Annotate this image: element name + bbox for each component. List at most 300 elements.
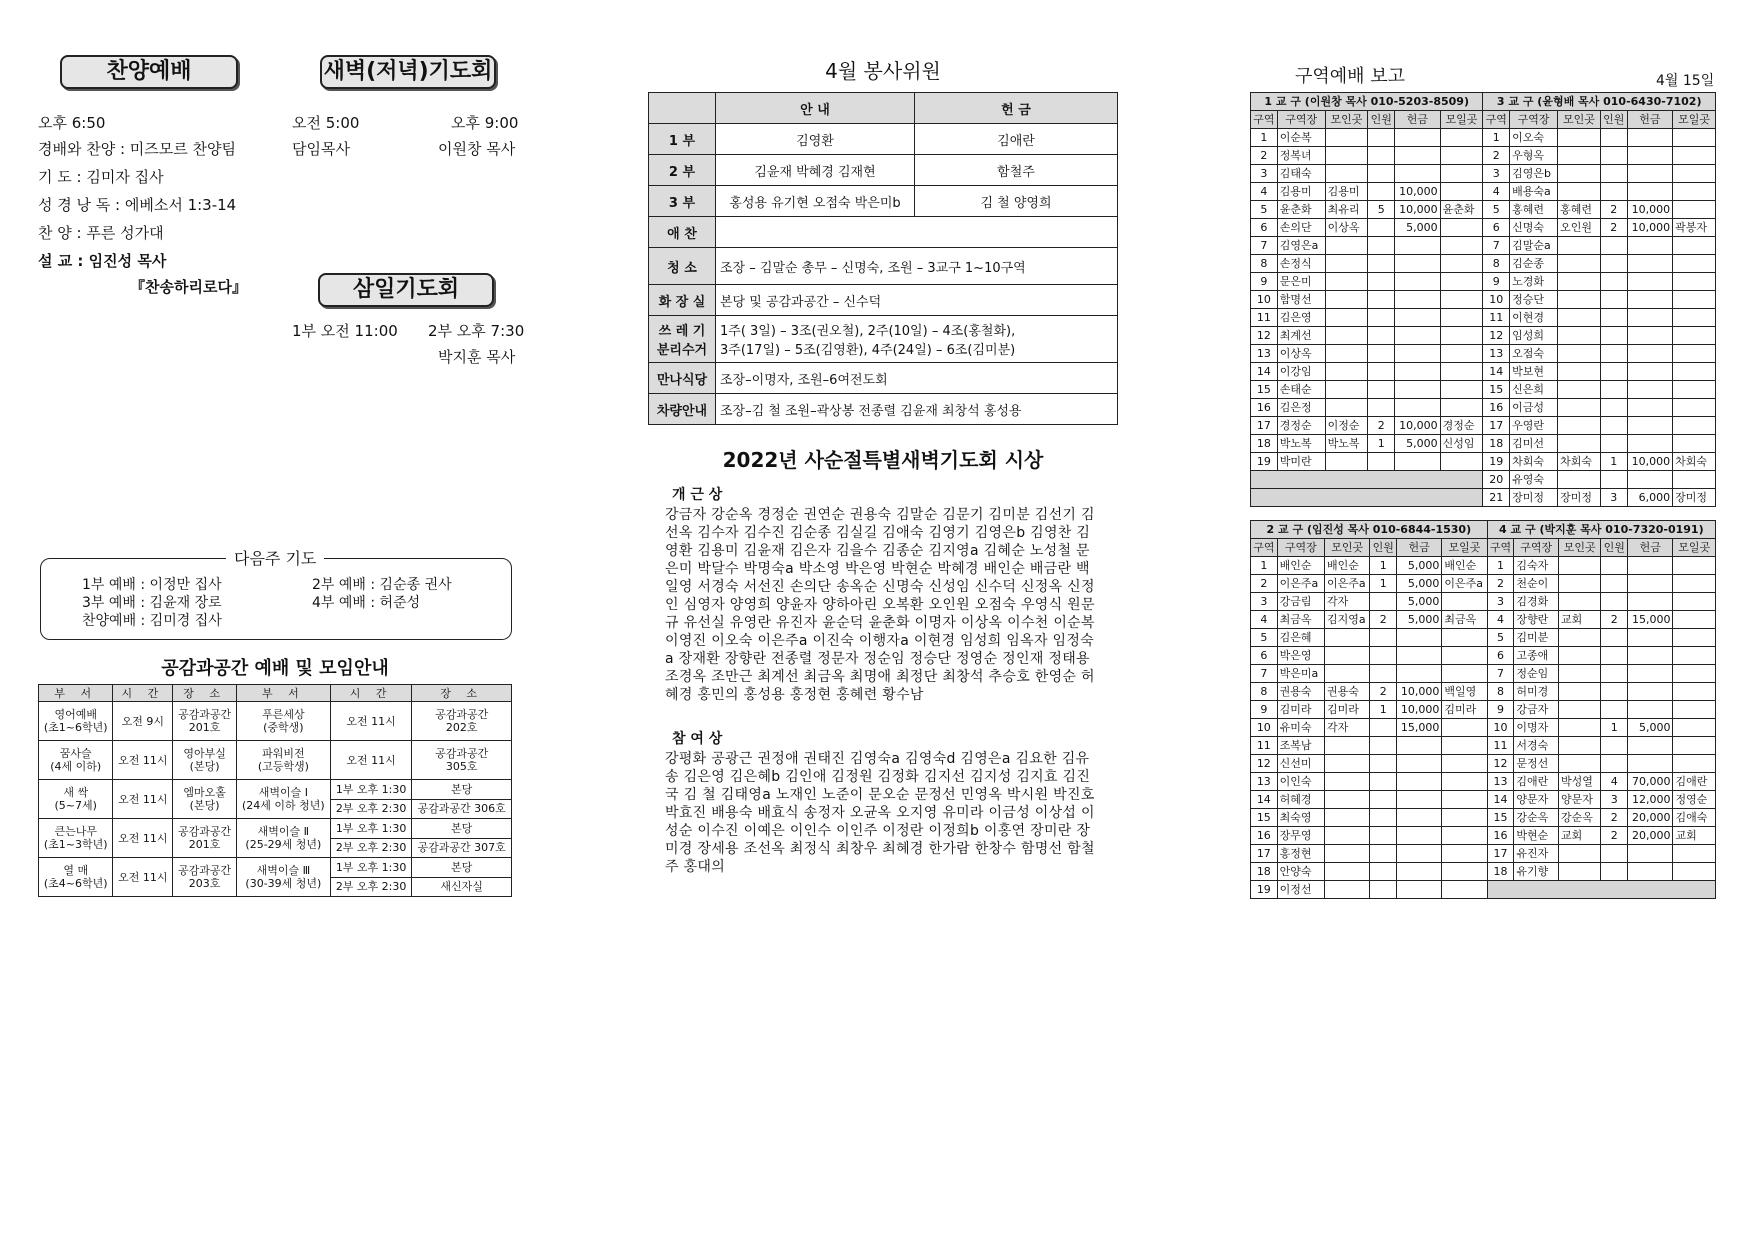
district-cell (1558, 755, 1600, 773)
district-cell: 양문자 (1558, 791, 1600, 809)
district-cell (1325, 665, 1370, 683)
district-cell (1558, 165, 1601, 183)
district-cell: 홍혜련 (1558, 201, 1601, 219)
district-cell (1395, 237, 1441, 255)
district-cell (1442, 863, 1487, 881)
table-row (39, 819, 512, 839)
district-cell (1368, 345, 1395, 363)
table-row (649, 124, 1118, 155)
district-cell: 교회 (1558, 827, 1600, 845)
table-row (1251, 417, 1716, 435)
district-col-header: 인원 (1370, 539, 1397, 557)
district-cell (1440, 345, 1483, 363)
district-cell: 2 (1368, 417, 1395, 435)
table-row (1251, 255, 1716, 273)
district-cell: 10 (1251, 719, 1278, 737)
district-cell (1600, 273, 1627, 291)
district-cell: 5,000 (1397, 593, 1442, 611)
district-cell (1558, 309, 1601, 327)
service-guide: 김윤재 박혜경 김재현 (716, 155, 915, 186)
service-guide: 김영환 (716, 124, 915, 155)
district-cell (1325, 255, 1368, 273)
district-cell (1558, 345, 1601, 363)
service-header: 헌 금 (915, 93, 1118, 124)
district-cell (1397, 665, 1442, 683)
district-cell (1601, 665, 1628, 683)
district-cell (1601, 755, 1628, 773)
district-cell (1395, 291, 1441, 309)
district-cell (1370, 755, 1397, 773)
district-cell: 13 (1487, 773, 1514, 791)
service-row-content: 조장–이명자, 조원–6여전도회 (716, 363, 1118, 394)
district-cell: 7 (1487, 665, 1514, 683)
service-row-label: 화 장 실 (649, 285, 716, 316)
district-cell: 7 (1251, 237, 1278, 255)
district-cell: 2 (1600, 201, 1627, 219)
district-cell (1627, 129, 1673, 147)
worship-line: 성 경 낭 독 : 에베소서 1:3-14 (38, 196, 237, 214)
district-cell (1368, 255, 1395, 273)
district-cell: 19 (1251, 453, 1278, 471)
district-cell (1370, 845, 1397, 863)
district-cell: 19 (1251, 881, 1278, 899)
guide-cell: 꿈사슬 (4세 이하) (39, 741, 113, 780)
district-empty (1251, 489, 1483, 507)
district-cell: 배인순 (1442, 557, 1487, 575)
district-cell (1442, 809, 1487, 827)
district-cell: 배인순 (1277, 557, 1324, 575)
district-cell (1325, 827, 1370, 845)
wed-leader: 박지훈 목사 (438, 348, 516, 366)
dawn-leader-1: 담임목사 (292, 140, 350, 158)
service-row-content: 본당 및 공감과공간 – 신수덕 (716, 285, 1118, 316)
district-cell: 8 (1483, 255, 1510, 273)
table-row (39, 780, 512, 800)
district-col-header: 모인곳 (1558, 539, 1600, 557)
district-cell: 김순종 (1510, 255, 1558, 273)
district-cell: 장미정 (1673, 489, 1716, 507)
guide-header: 시 간 (113, 685, 173, 702)
district-cell (1325, 755, 1370, 773)
district-cell: 정복녀 (1277, 147, 1325, 165)
district-cell: 양문자 (1514, 791, 1559, 809)
district-caption: 1 교 구 (이원창 목사 010-5203-8509) (1251, 93, 1483, 111)
district-cell: 배용숙a (1510, 183, 1558, 201)
district-cell: 박노복 (1277, 435, 1325, 453)
district-cell: 10,000 (1627, 453, 1673, 471)
guide-cell: 2부 오후 2:30 (330, 877, 412, 897)
guide-cell: 오전 11시 (113, 858, 173, 897)
district-cell (1627, 309, 1673, 327)
district-cell (1397, 791, 1442, 809)
district-cell (1601, 575, 1628, 593)
district-cell: 20,000 (1628, 809, 1673, 827)
district-cell (1558, 435, 1601, 453)
district-cell (1370, 647, 1397, 665)
district-cell (1601, 593, 1628, 611)
district-caption: 3 교 구 (윤형배 목사 010-6430-7102) (1483, 93, 1716, 111)
dawn-time-2: 오후 9:00 (451, 114, 519, 132)
guide-cell: 공감과공간 307호 (412, 838, 512, 858)
district-cell (1558, 593, 1600, 611)
district-cell: 18 (1483, 435, 1510, 453)
district-cell: 14 (1487, 791, 1514, 809)
district-cell (1368, 453, 1395, 471)
district-cell: 홍혜련 (1510, 201, 1558, 219)
district-cell: 이은주a (1442, 575, 1487, 593)
table-row (1251, 453, 1716, 471)
district-cell (1627, 345, 1673, 363)
district-cell (1628, 755, 1673, 773)
district-cell (1600, 147, 1627, 165)
district-cell (1558, 129, 1601, 147)
district-cell (1600, 129, 1627, 147)
district-cell: 11 (1483, 309, 1510, 327)
district-cell (1673, 755, 1716, 773)
district-cell (1370, 737, 1397, 755)
district-cell (1673, 417, 1716, 435)
district-cell (1368, 129, 1395, 147)
district-cell (1370, 827, 1397, 845)
district-cell: 유영숙 (1510, 471, 1558, 489)
wed-time-1: 1부 오전 11:00 (292, 322, 398, 340)
district-cell: 5,000 (1395, 435, 1441, 453)
district-cell: 장무영 (1277, 827, 1324, 845)
district-cell: 권용숙 (1325, 683, 1370, 701)
table-row (1251, 557, 1716, 575)
district-cell: 18 (1487, 863, 1514, 881)
district-cell: 박노복 (1325, 435, 1368, 453)
district-cell: 3 (1251, 165, 1278, 183)
district-cell: 2 (1483, 147, 1510, 165)
district-cell: 김미라 (1325, 701, 1370, 719)
district-cell (1325, 453, 1368, 471)
district-cell (1558, 647, 1600, 665)
district-cell: 20,000 (1628, 827, 1673, 845)
district-cell: 김은혜 (1277, 629, 1324, 647)
district-cell (1558, 719, 1600, 737)
service-offering: 김 철 양영희 (915, 186, 1118, 217)
district-cell: 김미라 (1442, 701, 1487, 719)
district-cell: 15,000 (1397, 719, 1442, 737)
service-row-label: 쓰 레 기 분리수거 (649, 316, 716, 363)
district-cell: 6 (1487, 647, 1514, 665)
district-cell (1558, 381, 1601, 399)
district-cell: 5,000 (1397, 611, 1442, 629)
district-cell (1558, 701, 1600, 719)
district-cell (1673, 381, 1716, 399)
worship-line: 경배와 찬양 : 미즈모르 찬양팀 (38, 140, 237, 158)
district-cell (1558, 417, 1601, 435)
district-col-header: 구역장 (1510, 111, 1558, 129)
table-row (1251, 881, 1716, 899)
district-cell (1440, 183, 1483, 201)
service-header-blank (649, 93, 716, 124)
guide-cell: 오전 11시 (113, 780, 173, 819)
guide-header: 장 소 (173, 685, 237, 702)
district-cell (1673, 665, 1716, 683)
table-row (1251, 201, 1716, 219)
district-cell (1601, 629, 1628, 647)
district-cell: 16 (1483, 399, 1510, 417)
district-cell: 허혜경 (1277, 791, 1324, 809)
district-cell (1442, 845, 1487, 863)
district-cell: 9 (1487, 701, 1514, 719)
table-row (649, 186, 1118, 217)
district-col-header: 구역장 (1514, 539, 1559, 557)
district-cell (1440, 453, 1483, 471)
district-col-header: 인원 (1368, 111, 1395, 129)
district-cell: 함명선 (1277, 291, 1325, 309)
dawn-time-1: 오전 5:00 (292, 114, 360, 132)
district-cell (1673, 201, 1716, 219)
table-row (1251, 665, 1716, 683)
district-cell: 신성임 (1440, 435, 1483, 453)
service-row-label: 3 부 (649, 186, 716, 217)
district-cell (1673, 701, 1716, 719)
district-cell (1368, 381, 1395, 399)
district-col-header: 모일곳 (1440, 111, 1483, 129)
table-row (39, 858, 512, 878)
district-cell: 교회 (1673, 827, 1716, 845)
district-cell (1627, 183, 1673, 201)
district-cell: 박은영 (1277, 647, 1324, 665)
district-cell (1440, 147, 1483, 165)
service-row-label: 차량안내 (649, 394, 716, 425)
guide-cell: 새벽이슬 Ⅲ (30-39세 청년) (236, 858, 330, 897)
district-cell (1368, 399, 1395, 417)
district-cell (1558, 863, 1600, 881)
participate-names: 강평화 공광근 권정애 권태진 김영숙a 김영숙d 김영은a 김요한 김유송 김은영 김은혜b 김인애 김정원 김정화 김지선 김지성 김지효 김진국 김 철 김태영a 노재인 노준이 문오순 문정선 민영옥 박시원 박진호 박효진 배용숙 배효식 송정자 오균옥 오지영 유미라 이금성 이상섭 이성순 이수진 이예은 이인수 이인주 이정란 이정희b 이홍연 장미란 장미경 장세용 조선옥 최정식 최창우 최혜경 한가람 한창수 함명선 함철주 홍대의 (665, 751, 1095, 875)
district-cell (1397, 863, 1442, 881)
district-cell: 문정선 (1514, 755, 1559, 773)
district-cell (1325, 629, 1370, 647)
district-cell: 2 (1487, 575, 1514, 593)
district-cell: 1 (1251, 557, 1278, 575)
table-row (1251, 489, 1716, 507)
service-row-content: 조장 – 김말순 총무 – 신명숙, 조원 – 3교구 1~10구역 (716, 248, 1118, 285)
district-cell: 손의단 (1277, 219, 1325, 237)
district-cell (1395, 327, 1441, 345)
district-cell: 김영은b (1510, 165, 1558, 183)
district-cell (1440, 237, 1483, 255)
table-row (1251, 629, 1716, 647)
service-row-label: 2 부 (649, 155, 716, 186)
district-cell (1673, 737, 1716, 755)
service-row-content: 조장–김 철 조원–곽상봉 전종렬 김윤재 최창석 홍성용 (716, 394, 1118, 425)
district-cell: 1 (1370, 575, 1397, 593)
next-prayer-4: 4부 예배 : 허준성 (312, 595, 421, 611)
district-cell (1325, 237, 1368, 255)
guide-header: 시 간 (330, 685, 412, 702)
district-cell (1395, 309, 1441, 327)
next-prayer-5: 찬양예배 : 김미경 집사 (82, 613, 222, 629)
table-row (649, 363, 1118, 394)
district-cell (1558, 557, 1600, 575)
district-cell: 2 (1601, 827, 1628, 845)
guide-cell: 오전 11시 (330, 741, 412, 780)
district-cell (1628, 863, 1673, 881)
district-cell (1558, 237, 1601, 255)
district-cell: 윤춘화 (1440, 201, 1483, 219)
district-cell (1600, 183, 1627, 201)
district-cell (1673, 435, 1716, 453)
district-cell: 천순이 (1514, 575, 1559, 593)
district-cell: 14 (1483, 363, 1510, 381)
district-cell: 3 (1487, 593, 1514, 611)
district-cell: 5,000 (1395, 219, 1441, 237)
guide-cell: 큰는나무 (초1~3학년) (39, 819, 113, 858)
district-cell (1673, 363, 1716, 381)
guide-cell: 새벽이슬 Ⅱ (25-29세 청년) (236, 819, 330, 858)
district-cell (1673, 183, 1716, 201)
district-cell (1673, 719, 1716, 737)
district-cell: 김애숙 (1673, 809, 1716, 827)
district-col-header: 헌금 (1397, 539, 1442, 557)
table-row (1251, 737, 1716, 755)
table-row (1251, 345, 1716, 363)
district-cell: 10,000 (1395, 417, 1441, 435)
district-cell (1600, 255, 1627, 273)
guide-title: 공감과공간 예배 및 모임안내 (161, 658, 389, 679)
district-cell (1325, 345, 1368, 363)
district-cell: 10,000 (1395, 183, 1441, 201)
district-cell (1627, 147, 1673, 165)
district-cell (1673, 327, 1716, 345)
district-cell (1673, 273, 1716, 291)
district-cell (1395, 453, 1441, 471)
district-cell: 1 (1601, 719, 1628, 737)
award-title: 2022년 사순절특별새벽기도회 시상 (722, 448, 1044, 472)
district-cell (1627, 165, 1673, 183)
district-cell (1627, 237, 1673, 255)
district-cell (1395, 363, 1441, 381)
district-cell: 5 (1251, 629, 1278, 647)
table-row (1251, 773, 1716, 791)
district-cell (1673, 593, 1716, 611)
district-cell (1397, 737, 1442, 755)
district-cell (1397, 773, 1442, 791)
district-cell: 이인숙 (1277, 773, 1324, 791)
district-cell: 11 (1251, 309, 1278, 327)
service-row-content: 1주( 3일) – 3조(권오철), 2주(10일) – 4조(홍철화), 3주(17일) – 5조(김영환), 4주(24일) – 6조(김미분) (716, 316, 1118, 363)
district-cell: 장미정 (1558, 489, 1601, 507)
district-cell (1442, 773, 1487, 791)
district-table-top (1250, 92, 1716, 507)
district-cell: 1 (1370, 701, 1397, 719)
district-cell (1368, 147, 1395, 165)
district-cell: 10,000 (1395, 201, 1441, 219)
district-cell: 고종애 (1514, 647, 1559, 665)
table-row (1251, 327, 1716, 345)
district-title: 구역예배 보고 (1294, 66, 1406, 87)
district-cell (1325, 863, 1370, 881)
district-cell: 18 (1251, 863, 1278, 881)
district-cell: 신은희 (1510, 381, 1558, 399)
guide-cell: 2부 오후 2:30 (330, 838, 412, 858)
district-cell: 8 (1251, 683, 1278, 701)
district-cell (1440, 255, 1483, 273)
district-cell (1600, 399, 1627, 417)
district-cell (1368, 363, 1395, 381)
district-cell (1397, 809, 1442, 827)
district-cell (1397, 647, 1442, 665)
district-cell (1395, 255, 1441, 273)
district-cell (1368, 219, 1395, 237)
district-cell: 곽봉자 (1673, 219, 1716, 237)
district-cell (1627, 417, 1673, 435)
district-cell: 17 (1251, 845, 1278, 863)
worship-title: 찬양예배 (60, 55, 238, 89)
district-col-header: 헌금 (1627, 111, 1673, 129)
guide-cell: 본당 (412, 780, 512, 800)
district-cell: 이상옥 (1277, 345, 1325, 363)
table-row (1251, 237, 1716, 255)
district-cell (1442, 737, 1487, 755)
district-cell: 12 (1483, 327, 1510, 345)
district-cell: 3 (1601, 791, 1628, 809)
district-col-header: 헌금 (1628, 539, 1673, 557)
district-cell (1673, 129, 1716, 147)
district-cell (1673, 611, 1716, 629)
district-cell (1368, 165, 1395, 183)
table-row (1251, 845, 1716, 863)
district-col-header: 구역장 (1277, 539, 1324, 557)
district-cell (1600, 165, 1627, 183)
district-cell (1601, 863, 1628, 881)
district-cell: 2 (1251, 575, 1278, 593)
district-cell (1325, 147, 1368, 165)
next-prayer-2: 2부 예배 : 김순종 권사 (312, 577, 452, 593)
district-cell (1395, 345, 1441, 363)
district-cell: 11 (1487, 737, 1514, 755)
district-cell: 홍정현 (1277, 845, 1324, 863)
district-cell: 10,000 (1627, 201, 1673, 219)
district-cell: 강금림 (1277, 593, 1324, 611)
district-cell: 20 (1483, 471, 1510, 489)
district-cell: 13 (1483, 345, 1510, 363)
guide-cell: 영어예배 (초1~6학년) (39, 702, 113, 741)
worship-line: 『찬송하리로다』 (130, 278, 247, 296)
table-row (1251, 471, 1716, 489)
district-cell (1673, 291, 1716, 309)
district-cell (1325, 773, 1370, 791)
district-col-header: 구역 (1487, 539, 1514, 557)
district-cell (1673, 647, 1716, 665)
district-cell (1442, 881, 1487, 899)
district-cell: 15 (1251, 381, 1278, 399)
worship-line: 찬 양 : 푸른 성가대 (38, 224, 164, 242)
table-row (1251, 363, 1716, 381)
district-cell: 10,000 (1397, 683, 1442, 701)
district-cell: 14 (1251, 363, 1278, 381)
district-cell: 오인원 (1558, 219, 1601, 237)
service-offering: 김애란 (915, 124, 1118, 155)
district-cell: 유진자 (1514, 845, 1559, 863)
district-cell: 김용미 (1325, 183, 1368, 201)
district-cell: 김영은a (1277, 237, 1325, 255)
district-cell: 우영란 (1510, 417, 1558, 435)
table-row (1251, 273, 1716, 291)
district-cell: 이명자 (1514, 719, 1559, 737)
district-cell: 21 (1483, 489, 1510, 507)
district-col-header: 모인곳 (1325, 111, 1368, 129)
district-cell: 6 (1251, 647, 1278, 665)
district-cell: 경정순 (1277, 417, 1325, 435)
district-col-header: 모일곳 (1442, 539, 1487, 557)
guide-cell: 오전 11시 (113, 741, 173, 780)
district-cell: 임성희 (1510, 327, 1558, 345)
